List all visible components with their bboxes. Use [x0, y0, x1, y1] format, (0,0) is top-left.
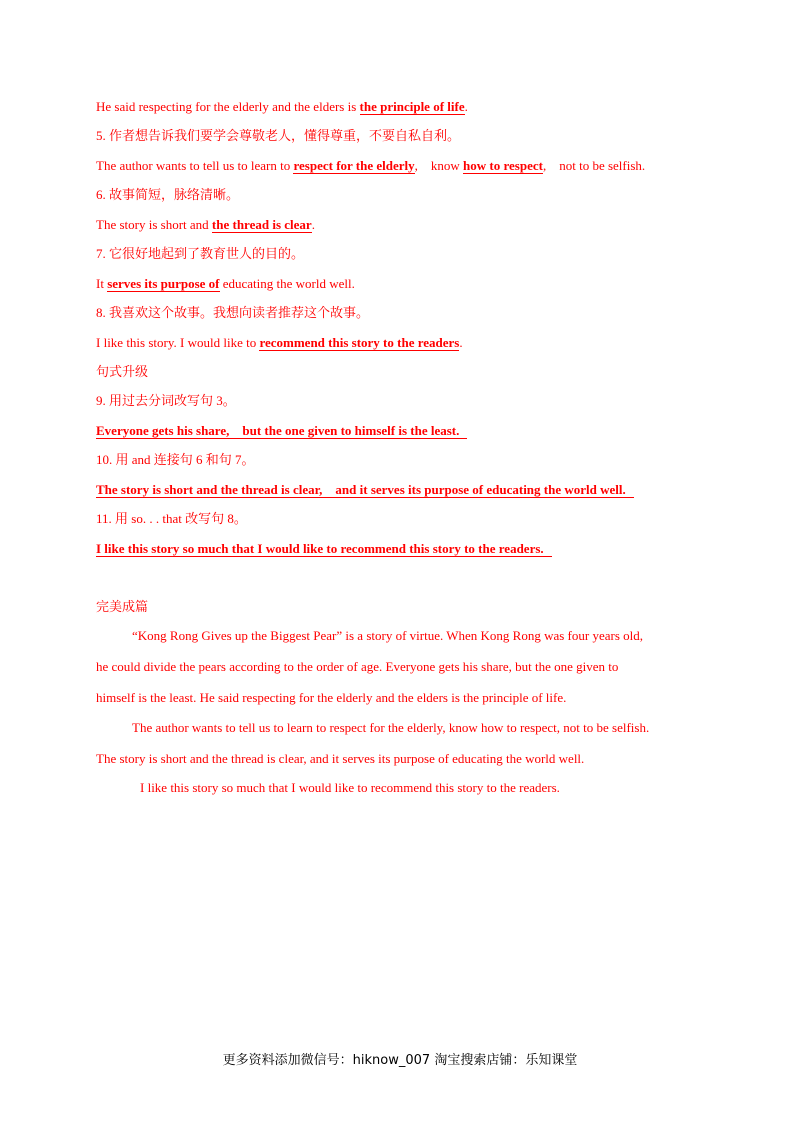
sentence-text: He said respecting for the elderly and the elders is: [96, 99, 360, 114]
sentence-8-answer: [96, 335, 463, 351]
section-heading-essay: 完美成篇: [96, 599, 149, 614]
essay-paragraph-3-line: I like this story so much that I would like to recommend this story to the readers.: [140, 780, 560, 795]
question-11: 11. 用 so. . . that 改写句 8。: [96, 511, 247, 526]
sentence-7-answer: [96, 276, 355, 292]
essay-paragraph-1-line: “Kong Rong Gives up the Biggest Pear” is a story of virtue. When Kong Rong was four years old,: [132, 628, 644, 643]
question-9: 9. 用过去分词改写句 3。: [96, 393, 236, 408]
answer-blank: the thread is clear: [211, 217, 312, 232]
sentence-6-answer: [96, 217, 315, 233]
answer-blank: respect for the elderly: [293, 158, 415, 173]
sentence-text: , know: [414, 158, 464, 173]
question-5: 5. 作者想告诉我们要学会尊敬老人，懂得尊重，不要自私自利。: [96, 128, 461, 143]
essay-paragraph-1-line: he could divide the pears according to the order of age. Everyone gets his share, but the one given to: [96, 659, 619, 674]
answer-9: [96, 423, 467, 439]
question-8: 8. 我喜欢这个故事。我想向读者推荐这个故事。: [96, 305, 370, 320]
answer-blank: recommend this story to the readers: [259, 335, 460, 350]
answer-line: I like this story so much that I would like to recommend this story to the readers.: [96, 542, 552, 557]
sentence-text: The author wants to tell us to learn to: [96, 158, 294, 173]
answer-blank: how to respect: [463, 158, 543, 173]
sentence-text: educating the world well.: [219, 276, 355, 291]
section-heading-upgrade: 句式升级: [96, 364, 149, 379]
question-7: 7. 它很好地起到了教育世人的目的。: [96, 246, 305, 261]
sentence-text: .: [311, 217, 315, 232]
page-footer: 更多资料添加微信号：hiknow_007 淘宝搜索店铺：乐知课堂: [222, 1053, 578, 1068]
answer-line: The story is short and the thread is clear, and it serves its purpose of educating the world well.: [96, 483, 634, 498]
sentence-text: , not to be selfish.: [542, 158, 646, 173]
essay-paragraph-2-line: The story is short and the thread is clear, and it serves its purpose of educating the world well.: [96, 751, 585, 766]
sentence-text: .: [459, 335, 463, 350]
answer-blank: serves its purpose of: [107, 276, 220, 291]
sentence-text: It: [96, 276, 108, 291]
sentence-text: I like this story. I would like to: [96, 335, 260, 350]
essay-paragraph-2-line: The author wants to tell us to learn to respect for the elderly, know how to respect, not to be selfish.: [132, 720, 650, 735]
essay-paragraph-1-line: himself is the least. He said respecting for the elderly and the elders is the principle of life.: [96, 690, 567, 705]
answer-blank: the principle of life: [359, 99, 465, 114]
answer-11: [96, 541, 552, 557]
question-6: 6. 故事简短，脉络清晰。: [96, 187, 240, 202]
sentence-4-answer: [96, 99, 468, 115]
answer-line: Everyone gets his share, but the one given to himself is the least.: [96, 424, 467, 439]
sentence-5-answer: [96, 158, 645, 174]
answer-10: [96, 482, 634, 498]
sentence-text: The story is short and: [96, 217, 212, 232]
question-10: 10. 用 and 连接句 6 和句 7。: [96, 452, 255, 467]
sentence-text: .: [464, 99, 468, 114]
